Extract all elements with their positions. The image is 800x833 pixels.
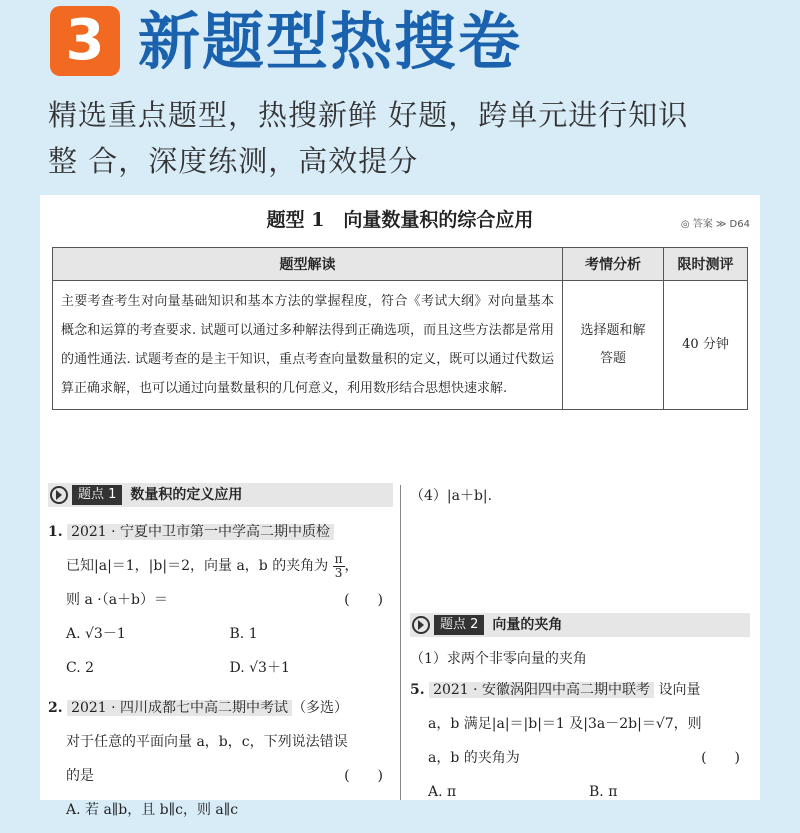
frac-numerator: π	[334, 551, 343, 566]
frac-denominator: 3	[334, 565, 343, 580]
left-column	[48, 483, 393, 833]
analysis-text: 选择题和解答题	[580, 323, 646, 366]
interpretation-text: 主要考查考生对向量基础知识和基本方法的掌握程度，符合《考试大纲》对向量基本概念和运算的考查要求. 试题可以通过多种解法得到正确选项，而且这些方法都是常用的通性通法. 试题考查的是主干知识，重点考查向量数量积的定义，既可以通过代数运算正确求解，也可以通过向量数量积的几何意义，利用数形结合思想快速求解.	[53, 281, 563, 410]
q5-option-b-label: B.	[589, 784, 604, 800]
number-badge: 3	[50, 6, 120, 76]
kp2-subtitle: （1）求两个非零向量的夹角	[410, 651, 587, 667]
q2-stem: 对于任意的平面向量 a，b，c，下列说法错误	[66, 734, 348, 750]
q5-stem: a，b 满足|a|＝|b|＝1 及|3a－2b|＝√7，则	[428, 716, 702, 732]
q1-fraction	[333, 553, 345, 580]
q1-stem: 已知|a|＝1，|b|＝2，向量 a，b 的夹角为	[66, 558, 329, 574]
q1-answer-blank: ( )	[344, 592, 383, 608]
play-circle-icon	[50, 486, 68, 504]
header-time: 限时测评	[664, 248, 748, 281]
analysis-cell	[563, 281, 664, 410]
kp2-tag: 题点 2	[434, 615, 484, 635]
q2-option-a: A. 若 a∥b，且 b∥c，则 a∥c	[66, 802, 239, 818]
time-cell: 40 分钟	[664, 281, 748, 410]
subtitle-line-2: 整 合，深度练测，高效提分	[48, 144, 419, 178]
kp2-title: 向量的夹角	[492, 617, 563, 633]
column-divider	[400, 485, 401, 800]
q5-answer-blank: ( )	[701, 750, 740, 766]
q5-option-b	[589, 775, 750, 809]
question-2	[48, 691, 393, 827]
info-table	[52, 247, 748, 410]
header-interpretation: 题型解读	[53, 248, 563, 281]
kp1-tag: 题点 1	[72, 485, 122, 505]
q1-stem-2: 则 a ·（a＋b）＝	[66, 592, 169, 608]
q2-number: 2.	[48, 700, 63, 716]
q5-option-a-label: A.	[428, 784, 443, 800]
promo-title: 新题型热搜卷	[138, 5, 523, 78]
exam-page	[40, 195, 760, 818]
q5-number: 5.	[410, 682, 425, 698]
promo-subtitle	[48, 92, 768, 184]
q2-multi-tag: （多选）	[292, 700, 349, 716]
subtitle-line-1: 精选重点题型，热搜新鲜 好题，跨单元进行知识	[48, 98, 689, 132]
q5-lead: 设向量	[658, 682, 701, 698]
promo-header	[0, 0, 800, 190]
q2-answer-blank: ( )	[344, 768, 383, 784]
page-title: 题型 1 向量数量积的综合应用	[266, 209, 534, 231]
sub-question-4: （4）|a＋b|.	[410, 488, 493, 504]
q1-option-d: D. √3＋1	[229, 660, 290, 676]
q5-option-b-pi: π	[608, 784, 618, 800]
q1-option-a: A. √3－1	[66, 626, 126, 642]
check-circle-icon: ◎	[680, 219, 690, 230]
right-column	[410, 483, 750, 815]
answer-ref-text: 答案 ≫ D64	[692, 219, 750, 230]
q1-comma: ，	[344, 558, 359, 574]
header-analysis: 考情分析	[563, 248, 664, 281]
q5-option-a-pi: π	[447, 784, 457, 800]
answer-reference	[681, 215, 750, 230]
kp1-title: 数量积的定义应用	[130, 487, 243, 503]
knowledge-point-1	[48, 483, 393, 507]
q5-source: 2021 · 安徽涡阳四中高二期中联考	[429, 682, 654, 698]
q5-stem-2: a，b 的夹角为	[428, 750, 520, 766]
q5-option-a	[428, 775, 589, 809]
question-1	[48, 515, 393, 685]
q1-number: 1.	[48, 524, 63, 540]
q2-source: 2021 · 四川成都七中高二期中考试	[67, 700, 292, 716]
q1-source: 2021 · 宁夏中卫市第一中学高二期中质检	[67, 524, 334, 540]
play-circle-icon	[412, 616, 430, 634]
knowledge-point-2	[410, 613, 750, 637]
q2-stem-2: 的是	[66, 768, 94, 784]
q1-option-b: B. 1	[229, 626, 258, 642]
q1-option-c: C. 2	[66, 660, 95, 676]
question-5	[410, 673, 750, 809]
